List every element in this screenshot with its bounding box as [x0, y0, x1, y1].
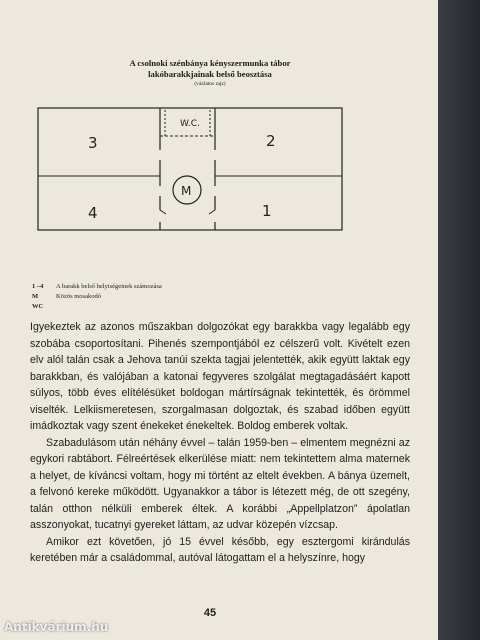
legend-text: Közös mosakodó: [56, 293, 101, 300]
room-number-3: 3: [88, 134, 98, 152]
room-number-2: 2: [266, 132, 276, 150]
legend-row: [32, 283, 162, 290]
figure-title-line-2: lakóbarakkjainak belső beosztása: [148, 69, 272, 79]
figure-title-note: (vázlatos rajz): [194, 81, 226, 87]
paragraph: Igyekeztek az azonos műszakban dolgozókat egy barakkba vagy legalább egy szobába csoportosítani. Pihenés szempontjából ez célszerű volt. Kivételt ezen elv alól talán csak a Jehova tanúi szekta tagjai jelentették, akik együtt laktak egy barakkban, és valójában a katonai fegyveres szolgálat megtagadásáért kapott súlyos, több éves elítélésüket boldogan mártírságnak tekintették, és örömmel viselték. Lelkiismeretesen, szorgalmasan dolgoztak, és szabad időben együtt imádkoztak vagy szent énekeket énekeltek. Boldog emberek voltak.: [30, 321, 410, 432]
wc-label: W.C.: [180, 119, 200, 129]
figure-title-line-1: A csolnoki szénbánya kényszermunka tábor: [129, 58, 291, 68]
page-number: 45: [203, 607, 217, 619]
book-edge: [438, 0, 480, 640]
legend-row: [32, 303, 56, 310]
room-number-1: 1: [262, 202, 272, 220]
legend-row: [32, 293, 101, 300]
body-text: [30, 319, 410, 567]
legend-text: A barakk belső helyiségeinek számozása: [56, 283, 162, 290]
paragraph: Amikor ezt követően, jó 15 évvel később, egy esztergomi kirándulás keretében már a családommal, autóval látogattam el a helyszínre, hogy: [30, 535, 410, 564]
paragraph: Szabadulásom után néhány évvel – talán 1959-ben – elmentem megnézni az egykori rabtábort. Félreértések elkerülése miatt: nem tekintettem alma maternek a helyet, de kíváncsi voltam, hogy mi történt az eltelt években. A bánya üzemelt, a felvonó kereke működött. Ugyanakkor a tábor is létezett még, de ott szegény, talán otthon nélküli emberek éltek. A korábbi „Appellplatzon” ápolatlan asszonyokat, tucatnyi gyereket láttam, az udvar közepén vízcsap.: [30, 436, 410, 531]
room-number-4: 4: [88, 204, 98, 222]
legend-key: 1 –4: [32, 283, 44, 290]
watermark: Antikvárium.hu: [4, 620, 109, 634]
barrack-floor-plan: [30, 100, 350, 245]
washroom-label: M: [181, 184, 192, 198]
legend-key: M: [32, 293, 39, 300]
legend-key: WC: [32, 303, 44, 310]
